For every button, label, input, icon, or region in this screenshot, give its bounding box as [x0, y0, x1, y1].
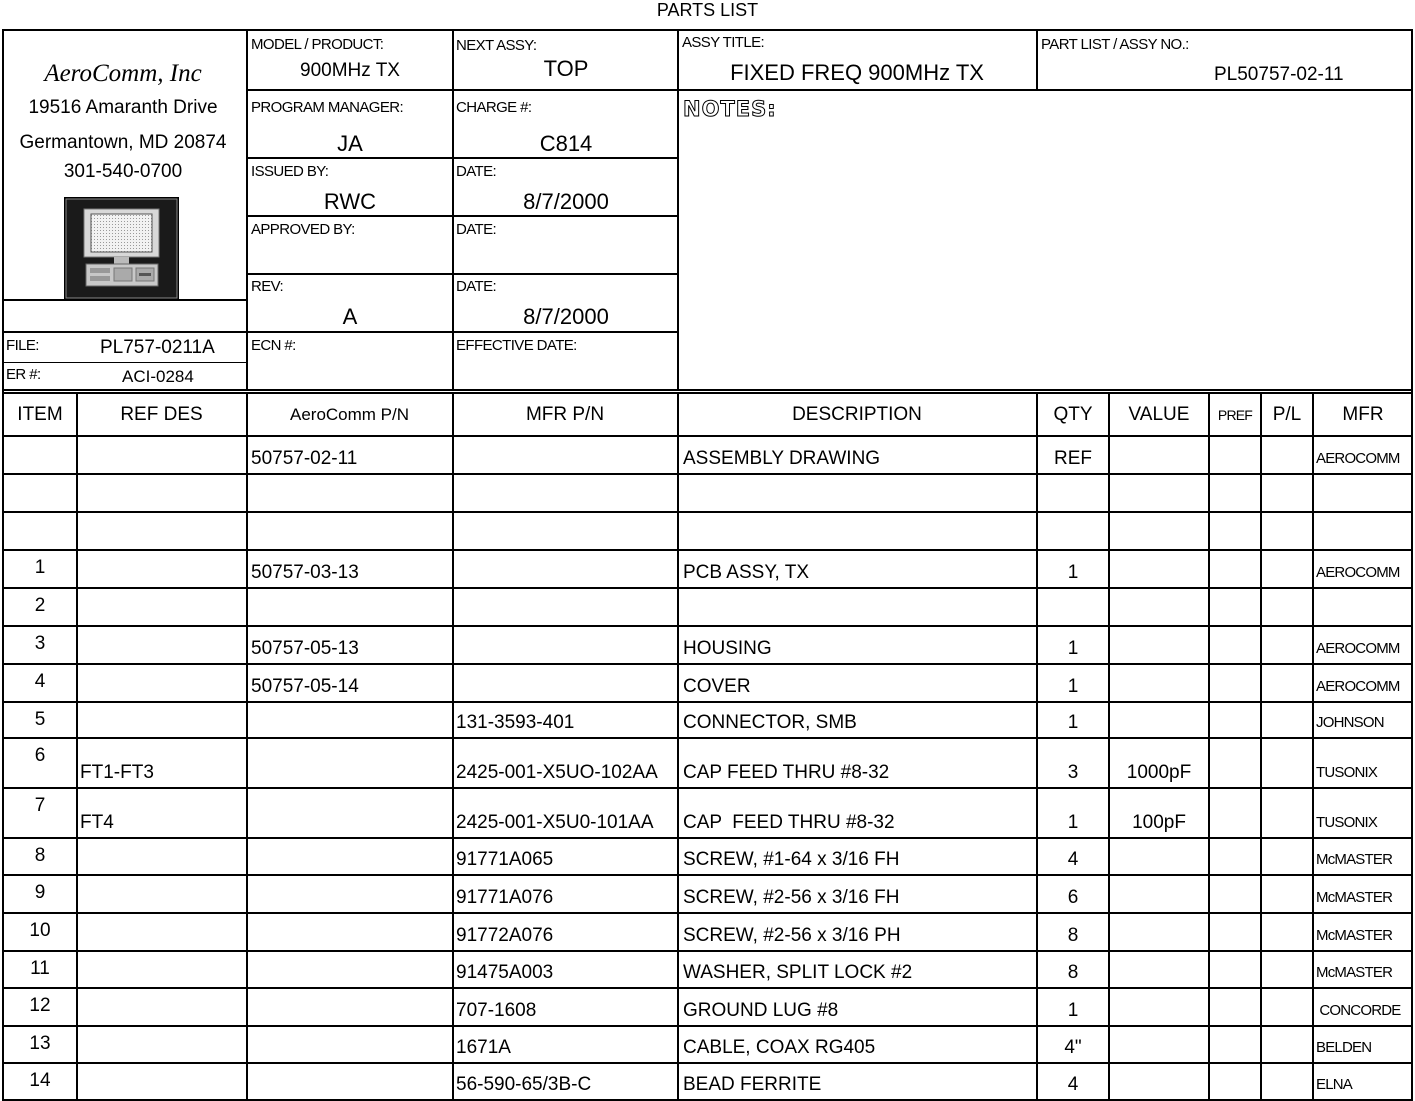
cell-mfr-pn: 2425-001-X5U0-101AA	[456, 812, 654, 833]
cell-ref-des: FT1-FT3	[80, 762, 154, 783]
header-divider-3	[677, 29, 679, 390]
cell-mfr: AEROCOMM	[1316, 678, 1400, 695]
file-value: PL757-0211A	[100, 337, 215, 358]
cell-qty: 1	[1067, 676, 1079, 697]
cell-qty: 1	[1067, 638, 1079, 659]
issued-date-value: 8/7/2000	[523, 189, 609, 214]
cell-mfr: BELDEN	[1316, 1039, 1372, 1056]
rev-date-label: DATE:	[456, 278, 497, 295]
table-column-divider	[452, 392, 454, 1099]
file-label: FILE:	[6, 337, 39, 354]
cell-qty: REF	[1054, 448, 1092, 469]
col-header-pl: P/L	[1272, 404, 1302, 425]
table-column-divider	[1208, 392, 1210, 1099]
cell-qty: 4	[1067, 1074, 1079, 1095]
charge-label: CHARGE #:	[456, 99, 532, 116]
next-assy-label: NEXT ASSY:	[456, 37, 537, 54]
cell-qty: 8	[1067, 925, 1079, 946]
table-row-divider	[2, 473, 1413, 475]
assy-title-label: ASSY TITLE:	[682, 34, 765, 51]
col-header-qty: QTY	[1053, 404, 1093, 425]
next-assy-value: TOP	[543, 56, 589, 81]
cell-mfr: AEROCOMM	[1316, 640, 1400, 657]
header-divider-2	[452, 29, 454, 390]
table-row-divider	[2, 663, 1413, 665]
cell-mfr-pn: 91771A065	[456, 849, 554, 870]
table-row-divider	[2, 950, 1413, 952]
model-value: 900MHz TX	[300, 60, 400, 81]
table-row-divider	[2, 987, 1413, 989]
cell-item: 8	[34, 845, 46, 866]
approved-date-label: DATE:	[456, 221, 497, 238]
table-row-divider	[2, 1025, 1413, 1027]
table-column-divider	[1312, 392, 1314, 1099]
cell-qty: 4	[1067, 849, 1079, 870]
file-er-divider	[2, 362, 247, 363]
cell-item: 3	[34, 633, 46, 654]
cell-qty: 4"	[1064, 1037, 1082, 1058]
cell-qty: 1	[1067, 1000, 1079, 1021]
cell-mfr-pn: 1671A	[456, 1037, 511, 1058]
rev-value: A	[342, 304, 358, 329]
cell-aerocomm-pn: 50757-05-14	[251, 676, 359, 697]
cell-item: 1	[34, 557, 46, 578]
cell-item: 10	[29, 920, 51, 941]
table-row-divider	[2, 549, 1413, 551]
cell-mfr: McMASTER	[1316, 851, 1393, 868]
issued-date-label: DATE:	[456, 163, 497, 180]
table-row-divider	[2, 1062, 1413, 1064]
cell-mfr: McMASTER	[1316, 964, 1393, 981]
cell-mfr: CONCORDE	[1316, 1002, 1401, 1019]
cell-description: BEAD FERRITE	[683, 1074, 822, 1095]
table-column-divider	[1036, 392, 1038, 1099]
company-address-2: Germantown, MD 20874	[19, 132, 227, 153]
table-top-border	[2, 392, 1413, 394]
cell-item: 9	[34, 882, 46, 903]
cell-item: 4	[34, 671, 46, 692]
table-column-divider	[1108, 392, 1110, 1099]
cell-item: 2	[34, 595, 46, 616]
cell-aerocomm-pn: 50757-03-13	[251, 562, 359, 583]
company-name: AeroComm, Inc	[44, 60, 202, 87]
header-line-89	[246, 89, 1413, 91]
cell-item: 7	[34, 795, 46, 816]
table-row-divider	[2, 737, 1413, 739]
table-column-divider	[1260, 392, 1262, 1099]
rev-label: REV:	[251, 278, 284, 295]
program-manager-label: PROGRAM MANAGER:	[251, 99, 404, 116]
cell-description: CAP FEED THRU #8-32	[683, 762, 890, 783]
col-header-description: DESCRIPTION	[792, 404, 922, 425]
model-label: MODEL / PRODUCT:	[251, 36, 384, 53]
cell-value: 1000pF	[1126, 762, 1192, 783]
cell-mfr: AEROCOMM	[1316, 450, 1400, 467]
cell-mfr-pn: 56-590-65/3B-C	[456, 1074, 592, 1095]
table-row-divider	[2, 701, 1413, 703]
cell-mfr: ELNA	[1316, 1076, 1352, 1093]
part-list-label: PART LIST / ASSY NO.:	[1041, 36, 1189, 53]
cell-qty: 6	[1067, 887, 1079, 908]
col-header-pref: PREF	[1217, 407, 1253, 423]
table-row-divider	[2, 837, 1413, 839]
cell-description: CABLE, COAX RG405	[683, 1037, 876, 1058]
company-phone: 301-540-0700	[63, 161, 183, 182]
table-row-divider	[2, 912, 1413, 914]
charge-value: C814	[539, 131, 593, 156]
col-header-value: VALUE	[1128, 404, 1190, 425]
cell-description: WASHER, SPLIT LOCK #2	[683, 962, 913, 983]
cell-qty: 8	[1067, 962, 1079, 983]
cell-aerocomm-pn: 50757-02-11	[251, 448, 358, 469]
cell-mfr: JOHNSON	[1316, 714, 1384, 731]
cell-mfr: TUSONIX	[1316, 814, 1378, 831]
col-header-aerocomm-pn: AeroComm P/N	[289, 405, 410, 424]
cell-description: CAP FEED THRU #8-32	[683, 812, 895, 833]
cell-mfr: McMASTER	[1316, 927, 1393, 944]
table-row-divider	[2, 625, 1413, 627]
cell-mfr: McMASTER	[1316, 889, 1393, 906]
cell-qty: 3	[1067, 762, 1079, 783]
cell-description: SCREW, #1-64 x 3/16 FH	[683, 849, 900, 870]
cell-description: PCB ASSY, TX	[683, 562, 810, 583]
cell-item: 11	[30, 958, 50, 979]
part-list-value: PL50757-02-11	[1214, 64, 1344, 85]
table-row-divider	[2, 511, 1413, 513]
table-column-divider	[76, 392, 78, 1099]
cell-mfr-pn: 2425-001-X5UO-102AA	[456, 762, 658, 783]
cell-ref-des: FT4	[80, 812, 114, 833]
header-line-157	[246, 157, 678, 159]
cell-description: GROUND LUG #8	[683, 1000, 839, 1021]
cell-mfr-pn: 91771A076	[456, 887, 554, 908]
header-divider-1	[246, 29, 248, 390]
header-divider-4	[1036, 29, 1038, 89]
page-title: PARTS LIST	[656, 0, 759, 20]
table-column-divider	[677, 392, 679, 1099]
cell-item: 14	[29, 1070, 51, 1091]
issued-by-label: ISSUED BY:	[251, 163, 329, 180]
issued-by-value: RWC	[323, 189, 377, 214]
col-header-item: ITEM	[17, 404, 63, 425]
header-top-border	[2, 29, 1413, 31]
table-row-divider	[2, 587, 1413, 589]
ecn-label: ECN #:	[251, 337, 296, 354]
cell-description: HOUSING	[683, 638, 772, 659]
header-line-215	[246, 215, 678, 217]
cell-aerocomm-pn: 50757-05-13	[251, 638, 359, 659]
cell-mfr: AEROCOMM	[1316, 564, 1400, 581]
cell-description: CONNECTOR, SMB	[683, 712, 857, 733]
computer-icon	[64, 197, 179, 300]
table-column-divider	[1411, 392, 1413, 1099]
approved-by-label: APPROVED BY:	[251, 221, 355, 238]
header-bottom-border	[2, 389, 1413, 391]
cell-value: 100pF	[1132, 812, 1186, 833]
er-label: ER #:	[6, 366, 41, 383]
cell-qty: 1	[1067, 712, 1079, 733]
cell-item: 12	[29, 995, 51, 1016]
header-line-273	[246, 273, 678, 275]
cell-mfr-pn: 91475A003	[456, 962, 554, 983]
table-row-divider	[2, 874, 1413, 876]
er-value: ACI-0284	[122, 367, 194, 386]
cell-description: SCREW, #2-56 x 3/16 PH	[683, 925, 901, 946]
cell-mfr-pn: 707-1608	[456, 1000, 537, 1021]
notes-label: NOTES:	[683, 97, 777, 121]
col-header-mfr: MFR	[1342, 404, 1384, 425]
cell-description: ASSEMBLY DRAWING	[683, 448, 881, 469]
effective-date-label: EFFECTIVE DATE:	[456, 337, 577, 354]
company-address-1: 19516 Amaranth Drive	[28, 97, 218, 118]
header-line-331	[2, 331, 678, 333]
cell-mfr-pn: 131-3593-401	[456, 712, 575, 733]
col-header-mfr-pn: MFR P/N	[525, 404, 605, 425]
cell-item: 13	[29, 1033, 51, 1054]
table-column-divider	[246, 392, 248, 1099]
cell-mfr-pn: 91772A076	[456, 925, 554, 946]
cell-mfr: TUSONIX	[1316, 764, 1378, 781]
table-header-bottom	[2, 435, 1413, 437]
assy-title-value: FIXED FREQ 900MHz TX	[730, 60, 984, 85]
col-header-ref-des: REF DES	[120, 404, 203, 425]
rev-date-value: 8/7/2000	[523, 304, 609, 329]
cell-qty: 1	[1067, 812, 1079, 833]
cell-description: COVER	[683, 676, 751, 697]
program-manager-value: JA	[337, 131, 363, 156]
cell-item: 6	[34, 745, 46, 766]
table-row-divider	[2, 787, 1413, 789]
cell-qty: 1	[1067, 562, 1079, 583]
cell-description: SCREW, #2-56 x 3/16 FH	[683, 887, 900, 908]
cell-item: 5	[34, 709, 46, 730]
